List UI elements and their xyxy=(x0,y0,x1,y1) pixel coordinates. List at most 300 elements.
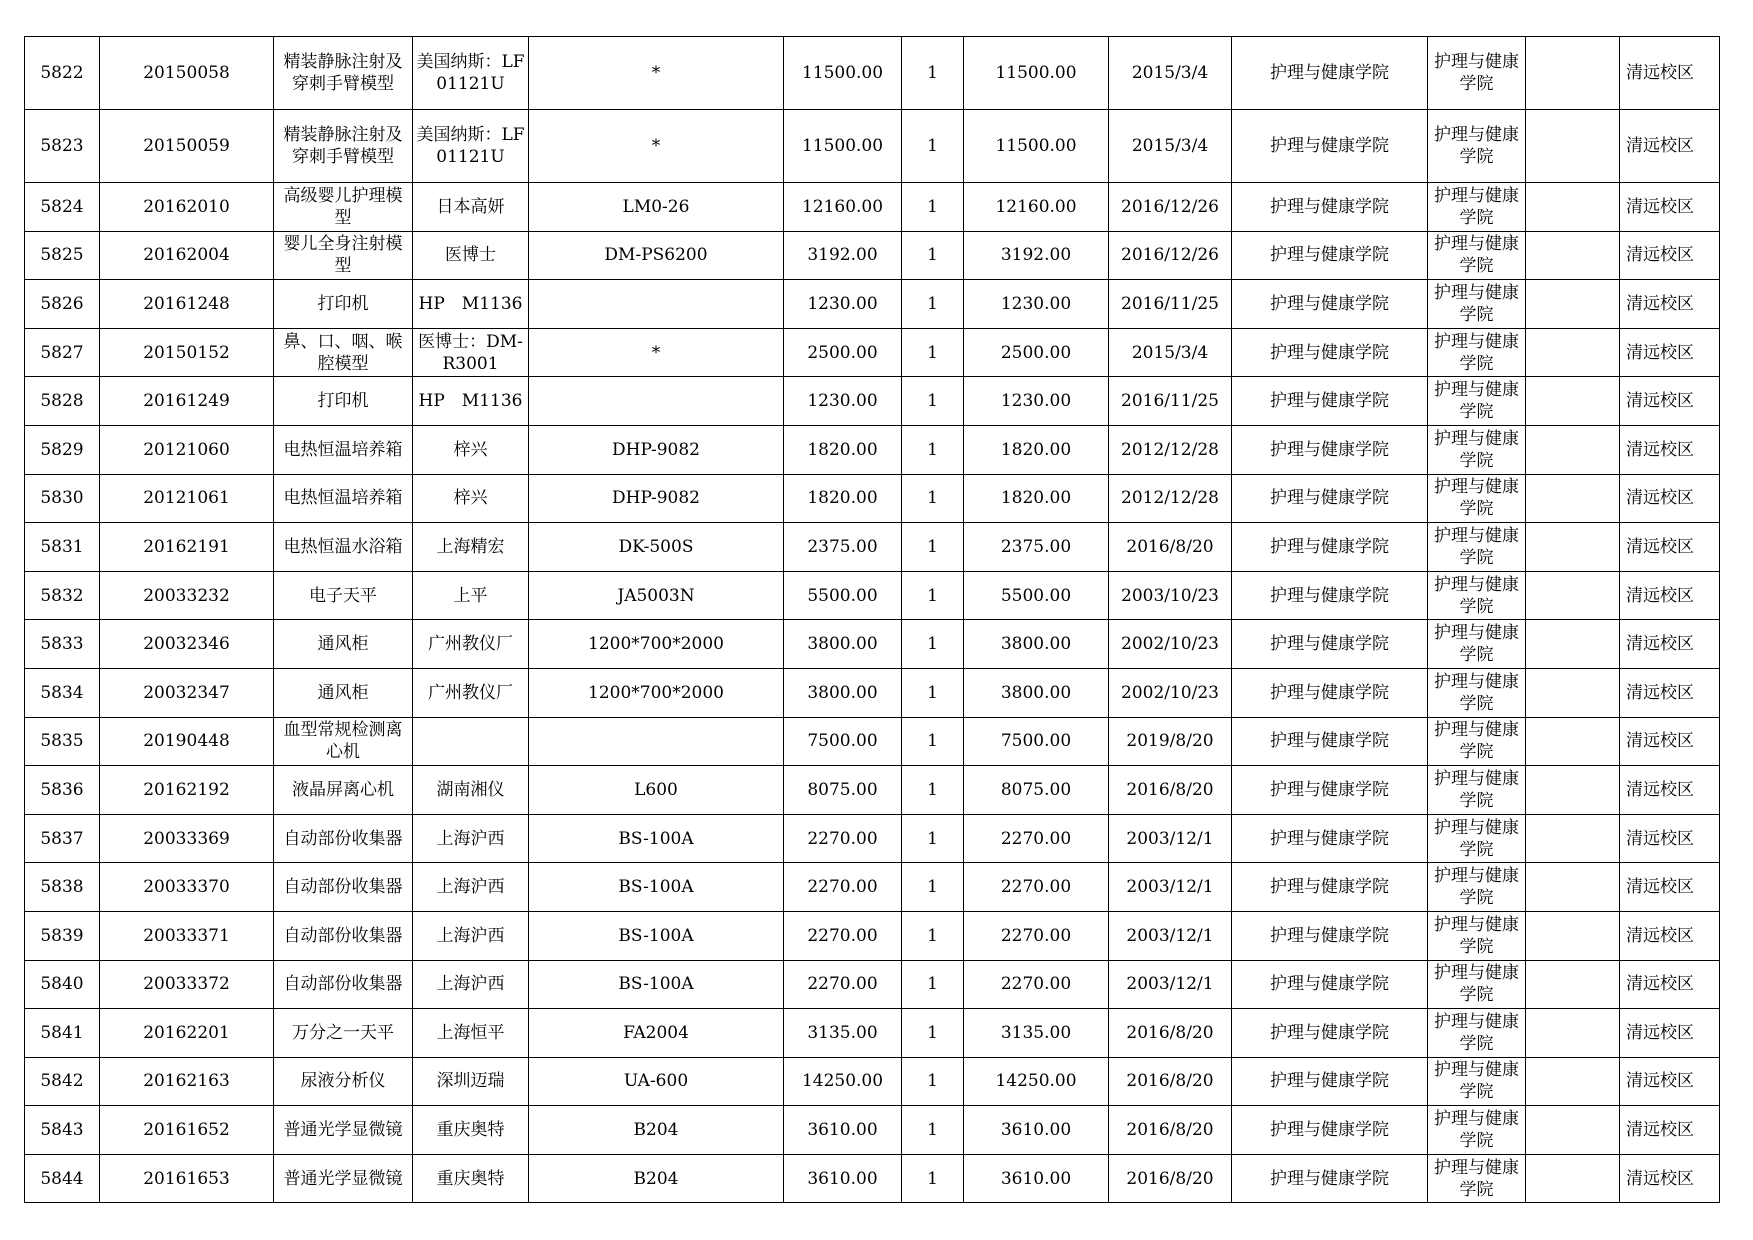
cell-index: 5836 xyxy=(25,766,100,815)
cell-amount: 12160.00 xyxy=(964,183,1109,232)
cell-department: 护理与健康学院 xyxy=(1428,37,1526,110)
cell-unit-price: 2270.00 xyxy=(784,960,902,1009)
cell-model: FA2004 xyxy=(529,1009,784,1058)
table-row xyxy=(25,523,1720,572)
cell-department: 护理与健康学院 xyxy=(1428,523,1526,572)
cell-quantity: 1 xyxy=(902,1057,964,1106)
cell-asset-code: 20033370 xyxy=(100,863,274,912)
cell-note xyxy=(1526,766,1620,815)
cell-brand: 湖南湘仪 xyxy=(413,766,529,815)
cell-brand: 重庆奥特 xyxy=(413,1106,529,1155)
table-row xyxy=(25,571,1720,620)
cell-note xyxy=(1526,474,1620,523)
cell-model xyxy=(529,377,784,426)
cell-purchase-date: 2016/8/20 xyxy=(1109,766,1232,815)
cell-model xyxy=(529,717,784,766)
cell-campus: 清远校区 xyxy=(1620,280,1720,329)
cell-asset-code: 20032346 xyxy=(100,620,274,669)
cell-item-name: 血型常规检测离心机 xyxy=(274,717,413,766)
cell-purchase-date: 2016/8/20 xyxy=(1109,1009,1232,1058)
cell-asset-code: 20162192 xyxy=(100,766,274,815)
cell-asset-code: 20162191 xyxy=(100,523,274,572)
cell-unit-price: 2500.00 xyxy=(784,328,902,377)
cell-model: * xyxy=(529,110,784,183)
cell-item-name: 万分之一天平 xyxy=(274,1009,413,1058)
table-row xyxy=(25,328,1720,377)
table-row xyxy=(25,911,1720,960)
table-row xyxy=(25,183,1720,232)
cell-unit-price: 1820.00 xyxy=(784,474,902,523)
cell-note xyxy=(1526,280,1620,329)
cell-asset-code: 20032347 xyxy=(100,668,274,717)
cell-purchase-date: 2003/12/1 xyxy=(1109,814,1232,863)
cell-note xyxy=(1526,1106,1620,1155)
cell-index: 5840 xyxy=(25,960,100,1009)
cell-asset-code: 20190448 xyxy=(100,717,274,766)
cell-asset-code: 20121060 xyxy=(100,425,274,474)
cell-amount: 2500.00 xyxy=(964,328,1109,377)
cell-index: 5822 xyxy=(25,37,100,110)
cell-quantity: 1 xyxy=(902,620,964,669)
cell-purchase-date: 2016/11/25 xyxy=(1109,377,1232,426)
cell-campus: 清远校区 xyxy=(1620,37,1720,110)
cell-brand: HP M1136 xyxy=(413,280,529,329)
cell-amount: 7500.00 xyxy=(964,717,1109,766)
cell-asset-code: 20161653 xyxy=(100,1154,274,1203)
cell-owner-unit: 护理与健康学院 xyxy=(1232,231,1428,280)
cell-brand: 日本高妍 xyxy=(413,183,529,232)
cell-note xyxy=(1526,814,1620,863)
cell-department: 护理与健康学院 xyxy=(1428,571,1526,620)
cell-asset-code: 20033232 xyxy=(100,571,274,620)
cell-index: 5825 xyxy=(25,231,100,280)
table-row xyxy=(25,1057,1720,1106)
cell-campus: 清远校区 xyxy=(1620,328,1720,377)
cell-quantity: 1 xyxy=(902,37,964,110)
cell-brand: 医博士 xyxy=(413,231,529,280)
cell-owner-unit: 护理与健康学院 xyxy=(1232,571,1428,620)
cell-owner-unit: 护理与健康学院 xyxy=(1232,377,1428,426)
cell-owner-unit: 护理与健康学院 xyxy=(1232,717,1428,766)
cell-amount: 1820.00 xyxy=(964,474,1109,523)
cell-unit-price: 3192.00 xyxy=(784,231,902,280)
cell-brand: 上海精宏 xyxy=(413,523,529,572)
cell-amount: 11500.00 xyxy=(964,37,1109,110)
table-row xyxy=(25,766,1720,815)
cell-note xyxy=(1526,911,1620,960)
cell-index: 5833 xyxy=(25,620,100,669)
cell-item-name: 婴儿全身注射模型 xyxy=(274,231,413,280)
cell-department: 护理与健康学院 xyxy=(1428,231,1526,280)
cell-department: 护理与健康学院 xyxy=(1428,425,1526,474)
cell-department: 护理与健康学院 xyxy=(1428,474,1526,523)
cell-owner-unit: 护理与健康学院 xyxy=(1232,620,1428,669)
cell-department: 护理与健康学院 xyxy=(1428,668,1526,717)
cell-unit-price: 14250.00 xyxy=(784,1057,902,1106)
cell-index: 5841 xyxy=(25,1009,100,1058)
cell-purchase-date: 2015/3/4 xyxy=(1109,328,1232,377)
cell-quantity: 1 xyxy=(902,911,964,960)
cell-note xyxy=(1526,37,1620,110)
table-row xyxy=(25,231,1720,280)
cell-model: BS-100A xyxy=(529,911,784,960)
cell-unit-price: 2375.00 xyxy=(784,523,902,572)
cell-brand: 上海沪西 xyxy=(413,960,529,1009)
cell-amount: 2270.00 xyxy=(964,863,1109,912)
cell-owner-unit: 护理与健康学院 xyxy=(1232,814,1428,863)
cell-item-name: 精装静脉注射及穿刺手臂模型 xyxy=(274,110,413,183)
cell-department: 护理与健康学院 xyxy=(1428,110,1526,183)
cell-department: 护理与健康学院 xyxy=(1428,1154,1526,1203)
cell-owner-unit: 护理与健康学院 xyxy=(1232,668,1428,717)
cell-model: BS-100A xyxy=(529,814,784,863)
cell-owner-unit: 护理与健康学院 xyxy=(1232,1057,1428,1106)
cell-department: 护理与健康学院 xyxy=(1428,1106,1526,1155)
cell-note xyxy=(1526,571,1620,620)
cell-campus: 清远校区 xyxy=(1620,110,1720,183)
cell-purchase-date: 2016/8/20 xyxy=(1109,1154,1232,1203)
cell-purchase-date: 2003/12/1 xyxy=(1109,960,1232,1009)
cell-asset-code: 20161249 xyxy=(100,377,274,426)
cell-quantity: 1 xyxy=(902,110,964,183)
cell-unit-price: 3135.00 xyxy=(784,1009,902,1058)
cell-amount: 2270.00 xyxy=(964,911,1109,960)
cell-note xyxy=(1526,377,1620,426)
cell-purchase-date: 2003/12/1 xyxy=(1109,863,1232,912)
cell-unit-price: 11500.00 xyxy=(784,110,902,183)
cell-brand: 梓兴 xyxy=(413,474,529,523)
cell-model: UA-600 xyxy=(529,1057,784,1106)
cell-unit-price: 3800.00 xyxy=(784,668,902,717)
cell-owner-unit: 护理与健康学院 xyxy=(1232,766,1428,815)
cell-quantity: 1 xyxy=(902,960,964,1009)
cell-campus: 清远校区 xyxy=(1620,766,1720,815)
cell-item-name: 电热恒温培养箱 xyxy=(274,474,413,523)
cell-item-name: 普通光学显微镜 xyxy=(274,1154,413,1203)
cell-department: 护理与健康学院 xyxy=(1428,766,1526,815)
cell-purchase-date: 2016/12/26 xyxy=(1109,183,1232,232)
cell-brand: 上平 xyxy=(413,571,529,620)
cell-asset-code: 20033371 xyxy=(100,911,274,960)
cell-model: DK-500S xyxy=(529,523,784,572)
cell-department: 护理与健康学院 xyxy=(1428,183,1526,232)
cell-amount: 1230.00 xyxy=(964,377,1109,426)
cell-campus: 清远校区 xyxy=(1620,231,1720,280)
cell-amount: 3800.00 xyxy=(964,620,1109,669)
cell-owner-unit: 护理与健康学院 xyxy=(1232,863,1428,912)
cell-owner-unit: 护理与健康学院 xyxy=(1232,1154,1428,1203)
cell-asset-code: 20161652 xyxy=(100,1106,274,1155)
cell-brand: 广州教仪厂 xyxy=(413,620,529,669)
cell-purchase-date: 2016/8/20 xyxy=(1109,1106,1232,1155)
cell-amount: 2270.00 xyxy=(964,960,1109,1009)
cell-unit-price: 1230.00 xyxy=(784,280,902,329)
cell-unit-price: 2270.00 xyxy=(784,863,902,912)
cell-index: 5843 xyxy=(25,1106,100,1155)
cell-quantity: 1 xyxy=(902,668,964,717)
cell-quantity: 1 xyxy=(902,571,964,620)
cell-item-name: 自动部份收集器 xyxy=(274,911,413,960)
cell-model: B204 xyxy=(529,1154,784,1203)
cell-item-name: 打印机 xyxy=(274,377,413,426)
cell-purchase-date: 2003/12/1 xyxy=(1109,911,1232,960)
cell-index: 5830 xyxy=(25,474,100,523)
cell-brand: 美国纳斯：LF01121U xyxy=(413,37,529,110)
table-row xyxy=(25,110,1720,183)
cell-index: 5823 xyxy=(25,110,100,183)
cell-item-name: 自动部份收集器 xyxy=(274,960,413,1009)
cell-unit-price: 5500.00 xyxy=(784,571,902,620)
cell-brand: 重庆奥特 xyxy=(413,1154,529,1203)
cell-item-name: 高级婴儿护理模型 xyxy=(274,183,413,232)
cell-item-name: 液晶屏离心机 xyxy=(274,766,413,815)
cell-asset-code: 20121061 xyxy=(100,474,274,523)
cell-amount: 3135.00 xyxy=(964,1009,1109,1058)
cell-note xyxy=(1526,620,1620,669)
cell-owner-unit: 护理与健康学院 xyxy=(1232,37,1428,110)
cell-quantity: 1 xyxy=(902,328,964,377)
cell-index: 5831 xyxy=(25,523,100,572)
cell-amount: 3800.00 xyxy=(964,668,1109,717)
cell-asset-code: 20162010 xyxy=(100,183,274,232)
cell-note xyxy=(1526,425,1620,474)
cell-asset-code: 20033369 xyxy=(100,814,274,863)
cell-index: 5837 xyxy=(25,814,100,863)
cell-quantity: 1 xyxy=(902,280,964,329)
cell-unit-price: 3610.00 xyxy=(784,1106,902,1155)
cell-unit-price: 1230.00 xyxy=(784,377,902,426)
table-row xyxy=(25,620,1720,669)
cell-department: 护理与健康学院 xyxy=(1428,620,1526,669)
cell-item-name: 自动部份收集器 xyxy=(274,814,413,863)
cell-note xyxy=(1526,523,1620,572)
cell-quantity: 1 xyxy=(902,863,964,912)
cell-campus: 清远校区 xyxy=(1620,425,1720,474)
cell-item-name: 鼻、口、咽、喉腔模型 xyxy=(274,328,413,377)
cell-index: 5829 xyxy=(25,425,100,474)
cell-unit-price: 8075.00 xyxy=(784,766,902,815)
cell-item-name: 通风柜 xyxy=(274,668,413,717)
cell-note xyxy=(1526,110,1620,183)
cell-note xyxy=(1526,231,1620,280)
cell-amount: 1820.00 xyxy=(964,425,1109,474)
cell-index: 5824 xyxy=(25,183,100,232)
cell-unit-price: 2270.00 xyxy=(784,814,902,863)
table-row xyxy=(25,37,1720,110)
cell-brand: HP M1136 xyxy=(413,377,529,426)
cell-model: 1200*700*2000 xyxy=(529,668,784,717)
cell-owner-unit: 护理与健康学院 xyxy=(1232,1009,1428,1058)
cell-note xyxy=(1526,183,1620,232)
cell-purchase-date: 2016/8/20 xyxy=(1109,523,1232,572)
cell-unit-price: 12160.00 xyxy=(784,183,902,232)
cell-model: * xyxy=(529,37,784,110)
cell-amount: 2375.00 xyxy=(964,523,1109,572)
cell-brand xyxy=(413,717,529,766)
cell-quantity: 1 xyxy=(902,474,964,523)
cell-quantity: 1 xyxy=(902,183,964,232)
cell-quantity: 1 xyxy=(902,766,964,815)
cell-asset-code: 20150058 xyxy=(100,37,274,110)
cell-item-name: 尿液分析仪 xyxy=(274,1057,413,1106)
cell-campus: 清远校区 xyxy=(1620,1154,1720,1203)
cell-campus: 清远校区 xyxy=(1620,814,1720,863)
cell-purchase-date: 2002/10/23 xyxy=(1109,668,1232,717)
cell-asset-code: 20150059 xyxy=(100,110,274,183)
cell-campus: 清远校区 xyxy=(1620,668,1720,717)
table-row xyxy=(25,1154,1720,1203)
cell-item-name: 通风柜 xyxy=(274,620,413,669)
cell-campus: 清远校区 xyxy=(1620,1106,1720,1155)
cell-purchase-date: 2016/12/26 xyxy=(1109,231,1232,280)
cell-campus: 清远校区 xyxy=(1620,911,1720,960)
cell-department: 护理与健康学院 xyxy=(1428,717,1526,766)
cell-quantity: 1 xyxy=(902,1154,964,1203)
cell-note xyxy=(1526,1009,1620,1058)
cell-quantity: 1 xyxy=(902,1009,964,1058)
cell-department: 护理与健康学院 xyxy=(1428,328,1526,377)
cell-campus: 清远校区 xyxy=(1620,377,1720,426)
cell-note xyxy=(1526,1057,1620,1106)
cell-model: DHP-9082 xyxy=(529,425,784,474)
cell-purchase-date: 2015/3/4 xyxy=(1109,110,1232,183)
cell-brand: 上海沪西 xyxy=(413,863,529,912)
table-row xyxy=(25,960,1720,1009)
cell-brand: 上海恒平 xyxy=(413,1009,529,1058)
cell-model: DHP-9082 xyxy=(529,474,784,523)
cell-amount: 14250.00 xyxy=(964,1057,1109,1106)
cell-model: DM-PS6200 xyxy=(529,231,784,280)
cell-index: 5834 xyxy=(25,668,100,717)
table-row xyxy=(25,668,1720,717)
cell-amount: 3192.00 xyxy=(964,231,1109,280)
cell-campus: 清远校区 xyxy=(1620,183,1720,232)
cell-item-name: 打印机 xyxy=(274,280,413,329)
cell-item-name: 普通光学显微镜 xyxy=(274,1106,413,1155)
cell-item-name: 电热恒温培养箱 xyxy=(274,425,413,474)
cell-amount: 3610.00 xyxy=(964,1106,1109,1155)
cell-index: 5826 xyxy=(25,280,100,329)
cell-amount: 8075.00 xyxy=(964,766,1109,815)
cell-note xyxy=(1526,328,1620,377)
cell-index: 5832 xyxy=(25,571,100,620)
cell-brand: 上海沪西 xyxy=(413,911,529,960)
table-row xyxy=(25,280,1720,329)
cell-note xyxy=(1526,1154,1620,1203)
table-row xyxy=(25,425,1720,474)
cell-quantity: 1 xyxy=(902,425,964,474)
table-row xyxy=(25,814,1720,863)
cell-owner-unit: 护理与健康学院 xyxy=(1232,1106,1428,1155)
cell-asset-code: 20150152 xyxy=(100,328,274,377)
cell-index: 5838 xyxy=(25,863,100,912)
table-row xyxy=(25,717,1720,766)
cell-owner-unit: 护理与健康学院 xyxy=(1232,960,1428,1009)
cell-unit-price: 2270.00 xyxy=(784,911,902,960)
cell-asset-code: 20162163 xyxy=(100,1057,274,1106)
cell-department: 护理与健康学院 xyxy=(1428,377,1526,426)
cell-amount: 3610.00 xyxy=(964,1154,1109,1203)
table-row xyxy=(25,474,1720,523)
cell-purchase-date: 2002/10/23 xyxy=(1109,620,1232,669)
cell-note xyxy=(1526,668,1620,717)
cell-model: L600 xyxy=(529,766,784,815)
cell-campus: 清远校区 xyxy=(1620,863,1720,912)
cell-campus: 清远校区 xyxy=(1620,1057,1720,1106)
table-row xyxy=(25,863,1720,912)
cell-brand: 美国纳斯：LF01121U xyxy=(413,110,529,183)
cell-owner-unit: 护理与健康学院 xyxy=(1232,425,1428,474)
cell-campus: 清远校区 xyxy=(1620,620,1720,669)
cell-quantity: 1 xyxy=(902,231,964,280)
cell-item-name: 电热恒温水浴箱 xyxy=(274,523,413,572)
cell-department: 护理与健康学院 xyxy=(1428,280,1526,329)
cell-model: 1200*700*2000 xyxy=(529,620,784,669)
cell-unit-price: 3800.00 xyxy=(784,620,902,669)
cell-department: 护理与健康学院 xyxy=(1428,814,1526,863)
cell-owner-unit: 护理与健康学院 xyxy=(1232,280,1428,329)
cell-quantity: 1 xyxy=(902,717,964,766)
cell-owner-unit: 护理与健康学院 xyxy=(1232,183,1428,232)
cell-index: 5827 xyxy=(25,328,100,377)
cell-asset-code: 20161248 xyxy=(100,280,274,329)
cell-model: * xyxy=(529,328,784,377)
table-row xyxy=(25,1009,1720,1058)
cell-quantity: 1 xyxy=(902,1106,964,1155)
cell-purchase-date: 2019/8/20 xyxy=(1109,717,1232,766)
cell-quantity: 1 xyxy=(902,814,964,863)
cell-purchase-date: 2016/8/20 xyxy=(1109,1057,1232,1106)
cell-campus: 清远校区 xyxy=(1620,571,1720,620)
cell-asset-code: 20033372 xyxy=(100,960,274,1009)
equipment-table xyxy=(24,36,1720,1203)
table-row xyxy=(25,1106,1720,1155)
cell-amount: 1230.00 xyxy=(964,280,1109,329)
cell-unit-price: 3610.00 xyxy=(784,1154,902,1203)
cell-owner-unit: 护理与健康学院 xyxy=(1232,911,1428,960)
cell-unit-price: 7500.00 xyxy=(784,717,902,766)
cell-purchase-date: 2015/3/4 xyxy=(1109,37,1232,110)
cell-department: 护理与健康学院 xyxy=(1428,911,1526,960)
cell-index: 5844 xyxy=(25,1154,100,1203)
cell-brand: 广州教仪厂 xyxy=(413,668,529,717)
cell-department: 护理与健康学院 xyxy=(1428,1057,1526,1106)
cell-item-name: 自动部份收集器 xyxy=(274,863,413,912)
cell-model xyxy=(529,280,784,329)
cell-quantity: 1 xyxy=(902,377,964,426)
cell-department: 护理与健康学院 xyxy=(1428,863,1526,912)
cell-purchase-date: 2003/10/23 xyxy=(1109,571,1232,620)
cell-purchase-date: 2016/11/25 xyxy=(1109,280,1232,329)
cell-quantity: 1 xyxy=(902,523,964,572)
cell-unit-price: 11500.00 xyxy=(784,37,902,110)
cell-department: 护理与健康学院 xyxy=(1428,1009,1526,1058)
cell-campus: 清远校区 xyxy=(1620,474,1720,523)
cell-model: LM0-26 xyxy=(529,183,784,232)
cell-campus: 清远校区 xyxy=(1620,523,1720,572)
cell-item-name: 电子天平 xyxy=(274,571,413,620)
table-row xyxy=(25,377,1720,426)
cell-owner-unit: 护理与健康学院 xyxy=(1232,110,1428,183)
table-body xyxy=(25,37,1720,1203)
cell-owner-unit: 护理与健康学院 xyxy=(1232,328,1428,377)
cell-campus: 清远校区 xyxy=(1620,717,1720,766)
cell-note xyxy=(1526,717,1620,766)
cell-asset-code: 20162004 xyxy=(100,231,274,280)
cell-purchase-date: 2012/12/28 xyxy=(1109,474,1232,523)
cell-brand: 上海沪西 xyxy=(413,814,529,863)
cell-item-name: 精装静脉注射及穿刺手臂模型 xyxy=(274,37,413,110)
